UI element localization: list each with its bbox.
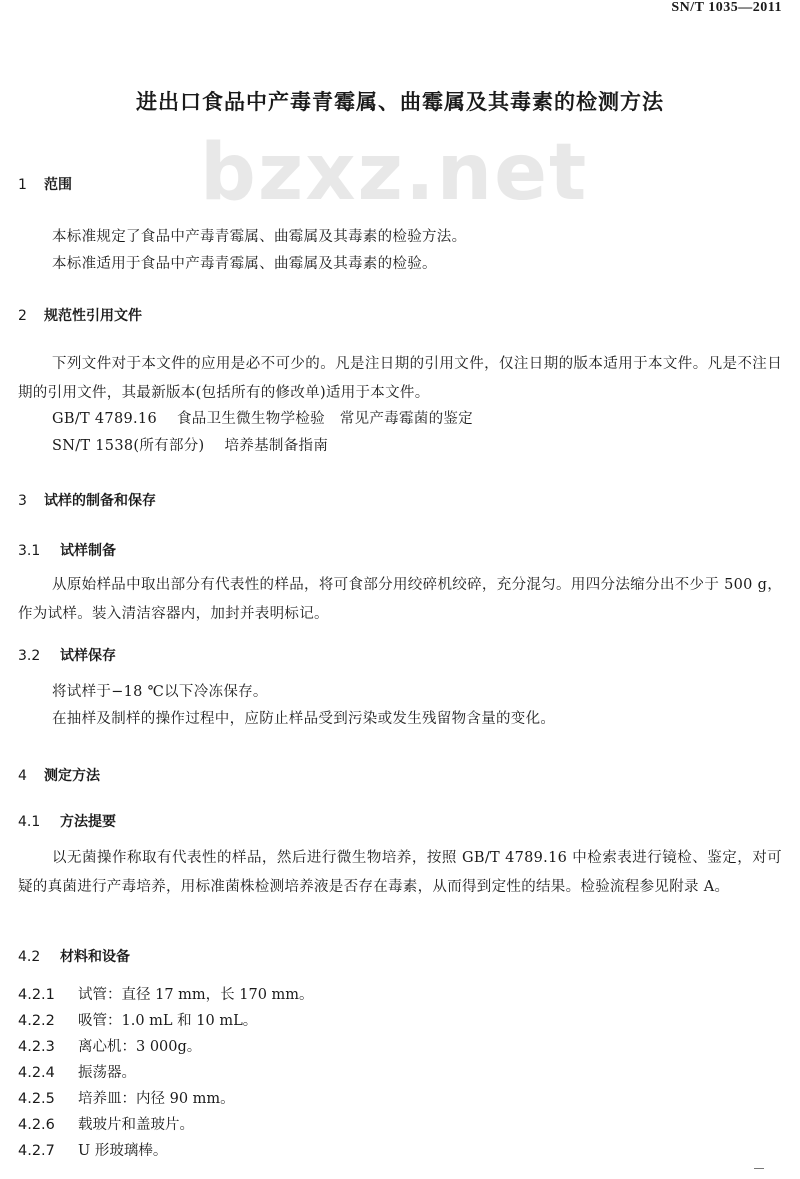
reference-item: [52, 432, 328, 461]
list-item: [18, 1061, 136, 1082]
section-number: 2: [18, 308, 27, 324]
section-number: 4.2: [18, 949, 41, 965]
section-title: 材料和设备: [60, 949, 130, 965]
subsection-3-2-heading: [18, 645, 116, 665]
section-title: 范围: [44, 177, 72, 193]
list-item: [18, 1009, 257, 1030]
item-text: 载玻片和盖玻片。: [78, 1117, 194, 1133]
subsection-4-2-heading: [18, 946, 130, 966]
subsection-3-1-heading: [18, 540, 116, 560]
section-title: 测定方法: [44, 768, 100, 784]
section-title: 试样保存: [60, 648, 116, 664]
reference-name: 食品卫生微生物学检验 常见产毒霉菌的鉴定: [176, 411, 473, 427]
reference-code: GB/T 4789.16: [52, 411, 157, 427]
paragraph: 从原始样品中取出部分有代表性的样品，将可食部分用绞碎机绞碎，充分混匀。用四分法缩分出不少于 500 g，作为试样。装入清洁容器内，加封并表明标记。: [18, 577, 782, 622]
paragraph: 下列文件对于本文件的应用是必不可少的。凡是注日期的引用文件，仅注日期的版本适用于本文件。凡是不注日期的引用文件，其最新版本(包括所有的修改单)适用于本文件。: [18, 356, 782, 401]
section-title: 试样的制备和保存: [44, 493, 156, 509]
item-text: 培养皿：内径 90 mm。: [78, 1091, 235, 1107]
paragraph: 将试样于−18 ℃以下冷冻保存。: [52, 684, 268, 700]
section-3-heading: [18, 490, 156, 510]
list-item: [18, 983, 314, 1004]
reference-item: [52, 405, 473, 434]
item-number: 4.2.1: [18, 987, 55, 1003]
page-corner-mark: [754, 1168, 764, 1179]
paragraph: 本标准适用于食品中产毒青霉属、曲霉属及其毒素的检验。: [52, 256, 437, 272]
item-text: 吸管：1.0 mL 和 10 mL。: [78, 1013, 258, 1029]
paragraph: 本标准规定了食品中产毒青霉属、曲霉属及其毒素的检验方法。: [52, 229, 467, 245]
item-number: 4.2.3: [18, 1039, 55, 1055]
subsection-4-1-heading: [18, 811, 116, 831]
section-number: 3.1: [18, 543, 41, 559]
reference-code: SN/T 1538(所有部分): [52, 438, 205, 454]
section-title: 试样制备: [60, 543, 116, 559]
section-number: 3.2: [18, 648, 41, 664]
section-number: 4: [18, 768, 27, 784]
section-number: 1: [18, 177, 27, 193]
section-1-heading: [18, 174, 72, 194]
item-text: 振荡器。: [78, 1065, 136, 1081]
item-text: 离心机：3 000g。: [78, 1039, 202, 1055]
item-text: 试管：直径 17 mm，长 170 mm。: [78, 987, 314, 1003]
document-title: 进出口食品中产毒青霉属、曲霉属及其毒素的检测方法: [136, 90, 664, 114]
section-2-heading: [18, 305, 142, 325]
item-number: 4.2.7: [18, 1143, 55, 1159]
section-title: 方法提要: [60, 814, 116, 830]
item-number: 4.2.2: [18, 1013, 55, 1029]
list-item: [18, 1139, 167, 1160]
list-item: [18, 1035, 201, 1056]
section-title: 规范性引用文件: [44, 308, 142, 324]
section-number: 4.1: [18, 814, 41, 830]
section-number: 3: [18, 493, 27, 509]
list-item: [18, 1087, 235, 1108]
paragraph: 在抽样及制样的操作过程中，应防止样品受到污染或发生残留物含量的变化。: [52, 711, 556, 727]
reference-name: 培养基制备指南: [224, 438, 329, 454]
document-code: SN/T 1035—2011: [671, 0, 782, 15]
watermark: bzxz.net: [200, 128, 589, 218]
item-text: U 形玻璃棒。: [78, 1143, 168, 1159]
paragraph: 以无菌操作称取有代表性的样品，然后进行微生物培养，按照 GB/T 4789.16 中检索表进行镜检、鉴定，对可疑的真菌进行产毒培养，用标准菌株检测培养液是否存在毒素，从而得到定性的结果。检验流程参见附录 A。: [18, 850, 782, 895]
item-number: 4.2.5: [18, 1091, 55, 1107]
list-item: [18, 1113, 194, 1134]
item-number: 4.2.6: [18, 1117, 55, 1133]
section-4-heading: [18, 765, 100, 785]
item-number: 4.2.4: [18, 1065, 55, 1081]
